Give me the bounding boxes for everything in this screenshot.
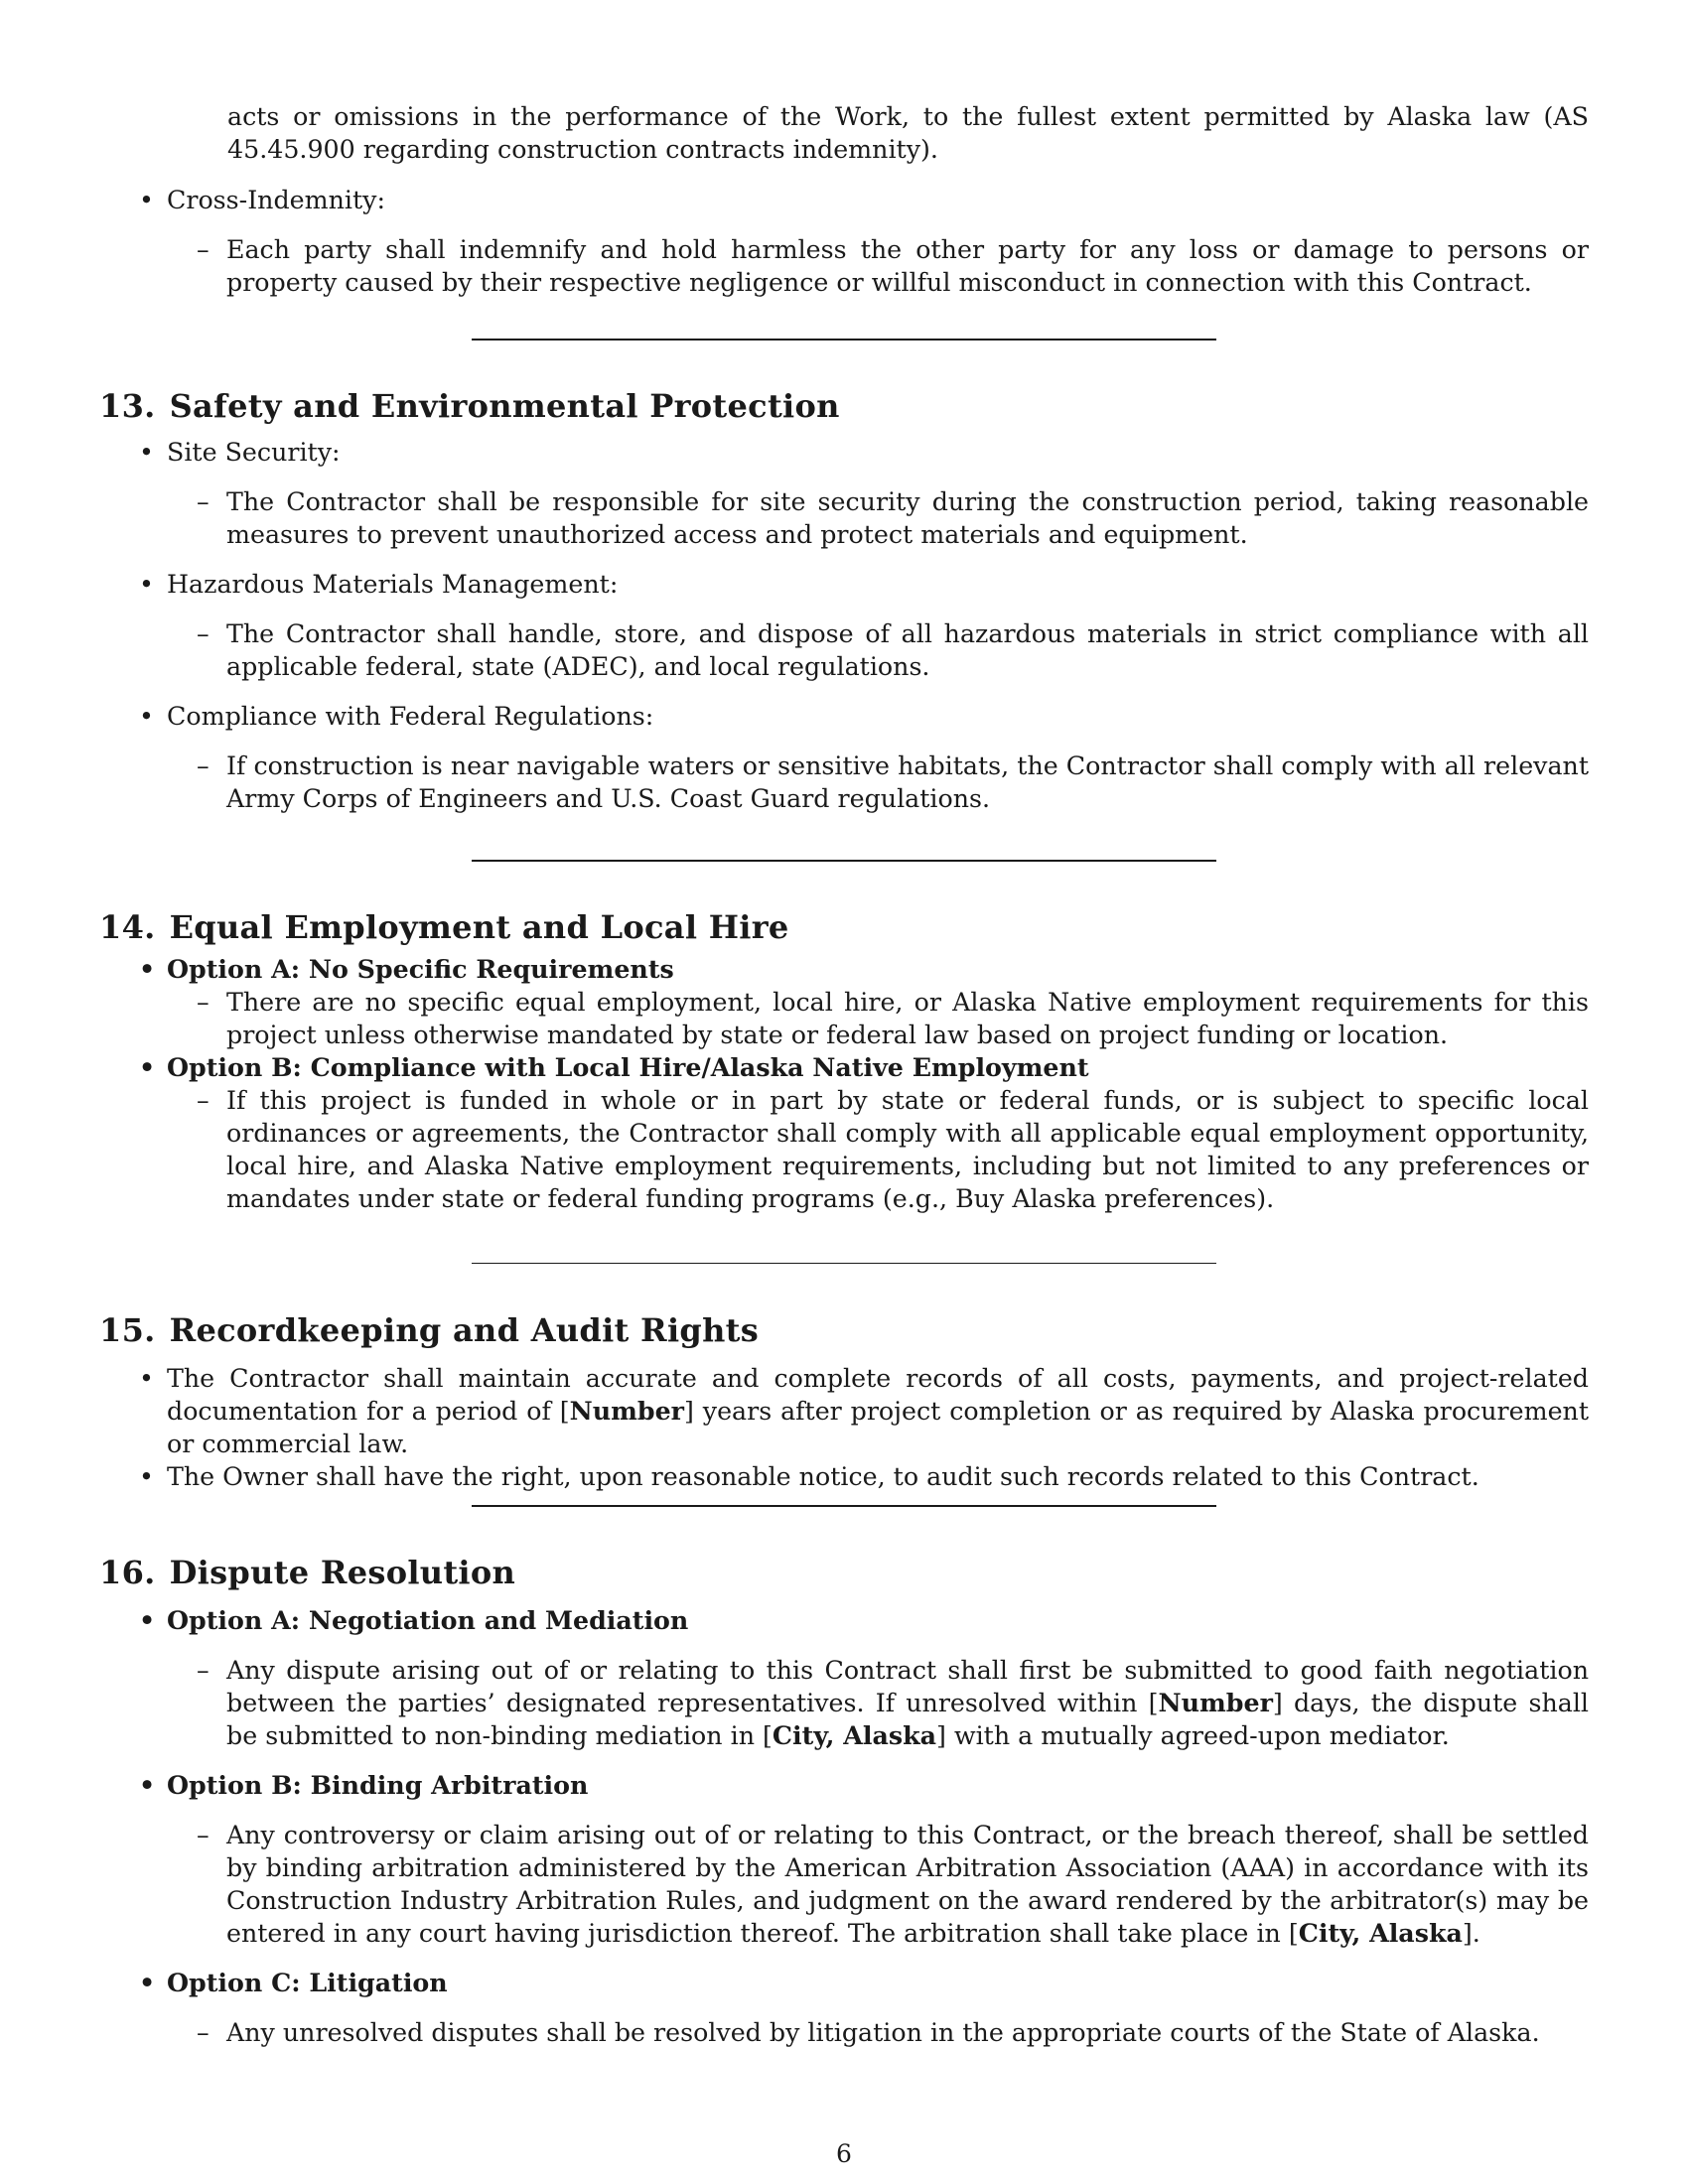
arbitration-text: – Any controversy or claim arising out of or relating to this Contract, or the breach thereof, shall be settled by binding arbitration administered by the American Arbitration Association (AAA) in accordance with its Construction Industry Arbitration Rules, and judgment on the award rendered by the arbitrator(s) may be entered in any court having jurisdiction thereof. The arbitration shall take place in [City, Alaska]. [226, 1819, 1589, 1950]
section-15-heading: 15. Recordkeeping and Audit Rights [99, 1311, 760, 1349]
section-15 [99, 1310, 1589, 1493]
mediation-text: – Any dispute arising out of or relating to this Contract shall first be submitted to good faith negotiation between the parties’ designated representatives. If unresolved within [Number] days, the dispute shall be submitted to non-binding mediation in [City, Alaska] with a mutually agreed-upon mediator. [226, 1654, 1589, 1752]
indemnity-continuation: acts or omissions in the performance of the Work, to the fullest extent permitted by Alaska law (AS 45.45.900 regarding construction contracts indemnity). [227, 102, 1589, 164]
bullet-option-a-no-requirements: • Option A: No Specific Requirements [167, 953, 1589, 986]
section-13 [99, 386, 1589, 815]
bullet-audit-right: • The Owner shall have the right, upon reasonable notice, to audit such records related to this Contract. [167, 1460, 1589, 1493]
section-14-heading: 14. Equal Employment and Local Hire [99, 908, 789, 946]
litigation-text: – Any unresolved disputes shall be resolved by litigation in the appropriate courts of the State of Alaska. [226, 2016, 1589, 2049]
bullet-federal-regulations: • Compliance with Federal Regulations: [167, 700, 1589, 733]
section-13-heading: 13. Safety and Environmental Protection [99, 387, 840, 425]
section-divider [472, 1263, 1216, 1264]
section-divider [472, 1505, 1216, 1507]
section-14 [99, 907, 1589, 1215]
section-divider [472, 860, 1216, 862]
option-a-text: – There are no specific equal employment, local hire, or Alaska Native employment requirements for this project unless otherwise mandated by state or federal law based on project funding or location. [226, 986, 1589, 1051]
bullet-option-a-mediation: • Option A: Negotiation and Mediation [167, 1604, 1589, 1637]
bullet-option-b-local-hire: • Option B: Compliance with Local Hire/Alaska Native Employment [167, 1051, 1589, 1084]
bullet-site-security: • Site Security: [167, 436, 1589, 469]
federal-regulations-text: – If construction is near navigable waters or sensitive habitats, the Contractor shall comply with all relevant Army Corps of Engineers and U.S. Coast Guard regulations. [226, 750, 1589, 815]
section-divider [472, 339, 1216, 341]
cross-indemnity-text: – Each party shall indemnify and hold harmless the other party for any loss or damage to persons or property caused by their respective negligence or willful misconduct in connection with this Contract. [226, 233, 1589, 299]
section-16 [99, 1553, 1589, 2049]
bullet-records-retention: • The Contractor shall maintain accurate and complete records of all costs, payments, and project-related documentation for a period of [Number] years after project completion or as required by Alaska procurement or commercial law. [167, 1362, 1589, 1460]
bullet-hazardous-materials: • Hazardous Materials Management: [167, 568, 1589, 601]
option-b-text: – If this project is funded in whole or in part by state or federal funds, or is subject to specific local ordinances or agreements, the Contractor shall comply with all applicable equal employment opportunity, local hire, and Alaska Native employment requirements, including but not limited to any preferences or mandates under state or federal funding programs (e.g., Buy Alaska preferences). [226, 1084, 1589, 1215]
site-security-text: – The Contractor shall be responsible for site security during the construction period, taking reasonable measures to prevent unauthorized access and protect materials and equipment. [226, 485, 1589, 551]
bullet-cross-indemnity: • Cross-Indemnity: [167, 184, 1589, 216]
section-16-heading: 16. Dispute Resolution [99, 1554, 516, 1591]
bullet-option-c-litigation: • Option C: Litigation [167, 1967, 1589, 1999]
cross-indemnity-block [99, 184, 1589, 299]
hazardous-materials-text: – The Contractor shall handle, store, and dispose of all hazardous materials in strict compliance with all applicable federal, state (ADEC), and local regulations. [226, 617, 1589, 683]
bullet-option-b-arbitration: • Option B: Binding Arbitration [167, 1769, 1589, 1802]
page-number: 6 [836, 2139, 852, 2168]
